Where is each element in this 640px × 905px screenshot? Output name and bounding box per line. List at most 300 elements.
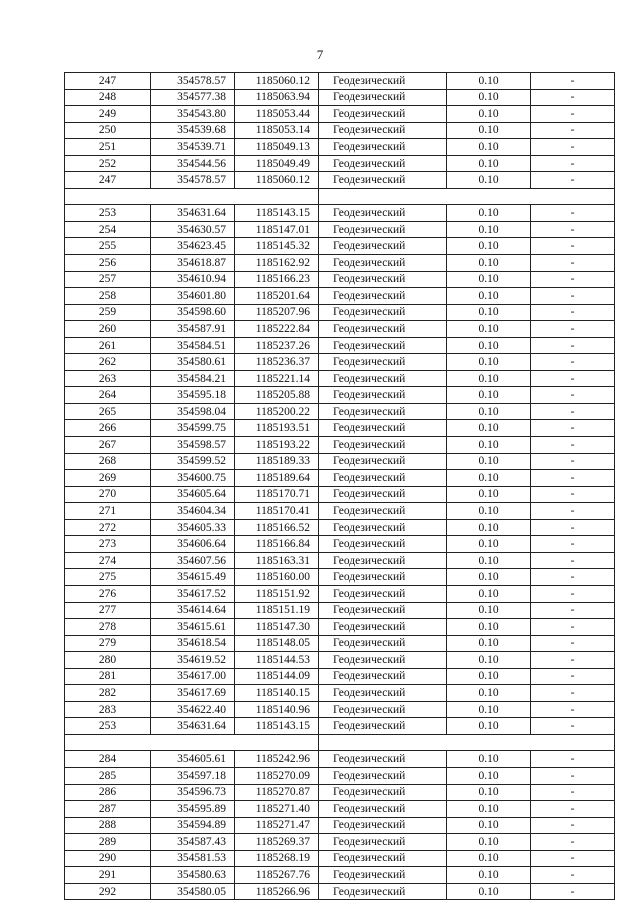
y-coordinate-cell: 1185148.05: [235, 635, 319, 652]
separator-cell: [151, 188, 319, 205]
note-cell: -: [531, 172, 615, 189]
accuracy-cell: 0.10: [447, 883, 531, 900]
note-cell: -: [531, 205, 615, 222]
accuracy-cell: 0.10: [447, 122, 531, 139]
table-row: [65, 834, 615, 851]
y-coordinate-cell: 1185193.22: [235, 437, 319, 454]
accuracy-cell: 0.10: [447, 205, 531, 222]
accuracy-cell: 0.10: [447, 470, 531, 487]
point-number-cell: 264: [65, 387, 151, 404]
accuracy-cell: 0.10: [447, 155, 531, 172]
point-number-cell: 283: [65, 701, 151, 718]
x-coordinate-cell: 354587.91: [151, 321, 235, 338]
accuracy-cell: 0.10: [447, 453, 531, 470]
accuracy-cell: 0.10: [447, 337, 531, 354]
table-row: [65, 503, 615, 520]
point-number-cell: 253: [65, 205, 151, 222]
method-cell: Геодезический: [319, 834, 447, 851]
method-cell: Геодезический: [319, 635, 447, 652]
note-cell: -: [531, 850, 615, 867]
accuracy-cell: 0.10: [447, 420, 531, 437]
point-number-cell: 270: [65, 486, 151, 503]
x-coordinate-cell: 354581.53: [151, 850, 235, 867]
method-cell: Геодезический: [319, 619, 447, 636]
accuracy-cell: 0.10: [447, 817, 531, 834]
method-cell: Геодезический: [319, 205, 447, 222]
accuracy-cell: 0.10: [447, 867, 531, 884]
accuracy-cell: 0.10: [447, 304, 531, 321]
y-coordinate-cell: 1185268.19: [235, 850, 319, 867]
accuracy-cell: 0.10: [447, 238, 531, 255]
note-cell: -: [531, 288, 615, 305]
table-row: [65, 486, 615, 503]
accuracy-cell: 0.10: [447, 619, 531, 636]
accuracy-cell: 0.10: [447, 387, 531, 404]
point-number-cell: 287: [65, 801, 151, 818]
note-cell: -: [531, 834, 615, 851]
y-coordinate-cell: 1185060.12: [235, 172, 319, 189]
table-row: [65, 337, 615, 354]
y-coordinate-cell: 1185144.53: [235, 652, 319, 669]
accuracy-cell: 0.10: [447, 354, 531, 371]
table-row: [65, 569, 615, 586]
method-cell: Геодезический: [319, 403, 447, 420]
note-cell: -: [531, 585, 615, 602]
note-cell: -: [531, 304, 615, 321]
note-cell: -: [531, 470, 615, 487]
y-coordinate-cell: 1185143.15: [235, 205, 319, 222]
x-coordinate-cell: 354580.63: [151, 867, 235, 884]
point-number-cell: 255: [65, 238, 151, 255]
method-cell: Геодезический: [319, 486, 447, 503]
point-number-cell: 249: [65, 106, 151, 123]
table-row: [65, 155, 615, 172]
x-coordinate-cell: 354618.54: [151, 635, 235, 652]
table-row: [65, 139, 615, 156]
y-coordinate-cell: 1185170.71: [235, 486, 319, 503]
point-number-cell: 256: [65, 255, 151, 272]
table-row: [65, 850, 615, 867]
note-cell: -: [531, 536, 615, 553]
separator-cell: [319, 734, 615, 751]
note-cell: -: [531, 685, 615, 702]
table-row: [65, 718, 615, 735]
note-cell: -: [531, 503, 615, 520]
table-row: [65, 817, 615, 834]
x-coordinate-cell: 354618.87: [151, 255, 235, 272]
note-cell: -: [531, 751, 615, 768]
y-coordinate-cell: 1185147.01: [235, 221, 319, 238]
method-cell: Геодезический: [319, 883, 447, 900]
accuracy-cell: 0.10: [447, 801, 531, 818]
table-row: [65, 304, 615, 321]
y-coordinate-cell: 1185166.52: [235, 519, 319, 536]
method-cell: Геодезический: [319, 585, 447, 602]
point-number-cell: 291: [65, 867, 151, 884]
note-cell: -: [531, 668, 615, 685]
method-cell: Геодезический: [319, 817, 447, 834]
y-coordinate-cell: 1185270.09: [235, 767, 319, 784]
method-cell: Геодезический: [319, 255, 447, 272]
table-row: [65, 536, 615, 553]
x-coordinate-cell: 354605.64: [151, 486, 235, 503]
y-coordinate-cell: 1185053.44: [235, 106, 319, 123]
note-cell: -: [531, 271, 615, 288]
point-number-cell: 286: [65, 784, 151, 801]
x-coordinate-cell: 354595.89: [151, 801, 235, 818]
accuracy-cell: 0.10: [447, 850, 531, 867]
accuracy-cell: 0.10: [447, 271, 531, 288]
accuracy-cell: 0.10: [447, 106, 531, 123]
y-coordinate-cell: 1185166.84: [235, 536, 319, 553]
method-cell: Геодезический: [319, 238, 447, 255]
method-cell: Геодезический: [319, 784, 447, 801]
point-number-cell: 268: [65, 453, 151, 470]
accuracy-cell: 0.10: [447, 172, 531, 189]
method-cell: Геодезический: [319, 867, 447, 884]
y-coordinate-cell: 1185237.26: [235, 337, 319, 354]
x-coordinate-cell: 354619.52: [151, 652, 235, 669]
x-coordinate-cell: 354543.80: [151, 106, 235, 123]
table-row: [65, 354, 615, 371]
method-cell: Геодезический: [319, 652, 447, 669]
x-coordinate-cell: 354617.52: [151, 585, 235, 602]
accuracy-cell: 0.10: [447, 751, 531, 768]
note-cell: -: [531, 321, 615, 338]
accuracy-cell: 0.10: [447, 701, 531, 718]
note-cell: -: [531, 602, 615, 619]
note-cell: -: [531, 255, 615, 272]
accuracy-cell: 0.10: [447, 602, 531, 619]
y-coordinate-cell: 1185267.76: [235, 867, 319, 884]
note-cell: -: [531, 337, 615, 354]
y-coordinate-cell: 1185160.00: [235, 569, 319, 586]
x-coordinate-cell: 354599.75: [151, 420, 235, 437]
point-number-cell: 277: [65, 602, 151, 619]
point-number-cell: 251: [65, 139, 151, 156]
x-coordinate-cell: 354597.18: [151, 767, 235, 784]
method-cell: Геодезический: [319, 221, 447, 238]
note-cell: -: [531, 486, 615, 503]
method-cell: Геодезический: [319, 503, 447, 520]
table-row: [65, 552, 615, 569]
method-cell: Геодезический: [319, 437, 447, 454]
point-number-cell: 253: [65, 718, 151, 735]
point-number-cell: 262: [65, 354, 151, 371]
method-cell: Геодезический: [319, 569, 447, 586]
method-cell: Геодезический: [319, 89, 447, 106]
x-coordinate-cell: 354607.56: [151, 552, 235, 569]
note-cell: -: [531, 370, 615, 387]
note-cell: -: [531, 635, 615, 652]
point-number-cell: 275: [65, 569, 151, 586]
method-cell: Геодезический: [319, 685, 447, 702]
point-number-cell: 254: [65, 221, 151, 238]
y-coordinate-cell: 1185151.19: [235, 602, 319, 619]
method-cell: Геодезический: [319, 420, 447, 437]
method-cell: Геодезический: [319, 354, 447, 371]
y-coordinate-cell: 1185236.37: [235, 354, 319, 371]
y-coordinate-cell: 1185140.96: [235, 701, 319, 718]
x-coordinate-cell: 354578.57: [151, 172, 235, 189]
y-coordinate-cell: 1185063.94: [235, 89, 319, 106]
method-cell: Геодезический: [319, 552, 447, 569]
x-coordinate-cell: 354577.38: [151, 89, 235, 106]
accuracy-cell: 0.10: [447, 585, 531, 602]
y-coordinate-cell: 1185170.41: [235, 503, 319, 520]
y-coordinate-cell: 1185053.14: [235, 122, 319, 139]
point-number-cell: 274: [65, 552, 151, 569]
method-cell: Геодезический: [319, 519, 447, 536]
y-coordinate-cell: 1185140.15: [235, 685, 319, 702]
table-row: [65, 370, 615, 387]
y-coordinate-cell: 1185143.15: [235, 718, 319, 735]
x-coordinate-cell: 354600.75: [151, 470, 235, 487]
point-number-cell: 260: [65, 321, 151, 338]
method-cell: Геодезический: [319, 321, 447, 338]
point-number-cell: 292: [65, 883, 151, 900]
table-row: [65, 437, 615, 454]
accuracy-cell: 0.10: [447, 437, 531, 454]
point-number-cell: 281: [65, 668, 151, 685]
table-separator-row: [65, 734, 615, 751]
note-cell: -: [531, 519, 615, 536]
method-cell: Геодезический: [319, 470, 447, 487]
point-number-cell: 261: [65, 337, 151, 354]
point-number-cell: 282: [65, 685, 151, 702]
method-cell: Геодезический: [319, 668, 447, 685]
x-coordinate-cell: 354544.56: [151, 155, 235, 172]
x-coordinate-cell: 354615.49: [151, 569, 235, 586]
point-number-cell: 247: [65, 172, 151, 189]
note-cell: -: [531, 718, 615, 735]
method-cell: Геодезический: [319, 751, 447, 768]
method-cell: Геодезический: [319, 106, 447, 123]
y-coordinate-cell: 1185271.47: [235, 817, 319, 834]
x-coordinate-cell: 354539.68: [151, 122, 235, 139]
x-coordinate-cell: 354598.04: [151, 403, 235, 420]
x-coordinate-cell: 354578.57: [151, 73, 235, 90]
method-cell: Геодезический: [319, 155, 447, 172]
accuracy-cell: 0.10: [447, 784, 531, 801]
x-coordinate-cell: 354594.89: [151, 817, 235, 834]
table-row: [65, 172, 615, 189]
table-row: [65, 470, 615, 487]
table-row: [65, 751, 615, 768]
y-coordinate-cell: 1185162.92: [235, 255, 319, 272]
separator-cell: [65, 188, 151, 205]
x-coordinate-cell: 354623.45: [151, 238, 235, 255]
table-separator-row: [65, 188, 615, 205]
accuracy-cell: 0.10: [447, 668, 531, 685]
note-cell: -: [531, 701, 615, 718]
accuracy-cell: 0.10: [447, 519, 531, 536]
point-number-cell: 267: [65, 437, 151, 454]
x-coordinate-cell: 354601.80: [151, 288, 235, 305]
y-coordinate-cell: 1185271.40: [235, 801, 319, 818]
y-coordinate-cell: 1185200.22: [235, 403, 319, 420]
method-cell: Геодезический: [319, 536, 447, 553]
table-row: [65, 784, 615, 801]
point-number-cell: 285: [65, 767, 151, 784]
accuracy-cell: 0.10: [447, 652, 531, 669]
table-row: [65, 619, 615, 636]
accuracy-cell: 0.10: [447, 139, 531, 156]
accuracy-cell: 0.10: [447, 486, 531, 503]
accuracy-cell: 0.10: [447, 834, 531, 851]
y-coordinate-cell: 1185221.14: [235, 370, 319, 387]
point-number-cell: 265: [65, 403, 151, 420]
table-row: [65, 238, 615, 255]
x-coordinate-cell: 354580.05: [151, 883, 235, 900]
x-coordinate-cell: 354539.71: [151, 139, 235, 156]
table-row: [65, 205, 615, 222]
y-coordinate-cell: 1185144.09: [235, 668, 319, 685]
point-number-cell: 259: [65, 304, 151, 321]
method-cell: Геодезический: [319, 767, 447, 784]
table-row: [65, 73, 615, 90]
note-cell: -: [531, 801, 615, 818]
x-coordinate-cell: 354580.61: [151, 354, 235, 371]
note-cell: -: [531, 155, 615, 172]
x-coordinate-cell: 354598.60: [151, 304, 235, 321]
y-coordinate-cell: 1185207.96: [235, 304, 319, 321]
table-row: [65, 255, 615, 272]
point-number-cell: 272: [65, 519, 151, 536]
note-cell: -: [531, 767, 615, 784]
separator-cell: [319, 188, 615, 205]
method-cell: Геодезический: [319, 701, 447, 718]
note-cell: -: [531, 784, 615, 801]
note-cell: -: [531, 139, 615, 156]
y-coordinate-cell: 1185049.13: [235, 139, 319, 156]
x-coordinate-cell: 354584.21: [151, 370, 235, 387]
table-row: [65, 387, 615, 404]
accuracy-cell: 0.10: [447, 635, 531, 652]
point-number-cell: 290: [65, 850, 151, 867]
note-cell: -: [531, 387, 615, 404]
point-number-cell: 257: [65, 271, 151, 288]
accuracy-cell: 0.10: [447, 255, 531, 272]
y-coordinate-cell: 1185189.33: [235, 453, 319, 470]
note-cell: -: [531, 403, 615, 420]
x-coordinate-cell: 354605.61: [151, 751, 235, 768]
point-number-cell: 276: [65, 585, 151, 602]
table-row: [65, 288, 615, 305]
point-number-cell: 288: [65, 817, 151, 834]
accuracy-cell: 0.10: [447, 221, 531, 238]
x-coordinate-cell: 354615.61: [151, 619, 235, 636]
y-coordinate-cell: 1185145.32: [235, 238, 319, 255]
accuracy-cell: 0.10: [447, 767, 531, 784]
x-coordinate-cell: 354604.34: [151, 503, 235, 520]
accuracy-cell: 0.10: [447, 288, 531, 305]
point-number-cell: 247: [65, 73, 151, 90]
method-cell: Геодезический: [319, 801, 447, 818]
point-number-cell: 252: [65, 155, 151, 172]
point-number-cell: 250: [65, 122, 151, 139]
x-coordinate-cell: 354596.73: [151, 784, 235, 801]
point-number-cell: 248: [65, 89, 151, 106]
table-row: [65, 668, 615, 685]
note-cell: -: [531, 354, 615, 371]
x-coordinate-cell: 354622.40: [151, 701, 235, 718]
table-row: [65, 221, 615, 238]
point-number-cell: 273: [65, 536, 151, 553]
x-coordinate-cell: 354610.94: [151, 271, 235, 288]
note-cell: -: [531, 89, 615, 106]
y-coordinate-cell: 1185166.23: [235, 271, 319, 288]
accuracy-cell: 0.10: [447, 503, 531, 520]
page-number: 7: [316, 47, 324, 62]
x-coordinate-cell: 354631.64: [151, 205, 235, 222]
method-cell: Геодезический: [319, 370, 447, 387]
accuracy-cell: 0.10: [447, 685, 531, 702]
accuracy-cell: 0.10: [447, 403, 531, 420]
table-row: [65, 635, 615, 652]
table-row: [65, 685, 615, 702]
point-number-cell: 263: [65, 370, 151, 387]
accuracy-cell: 0.10: [447, 718, 531, 735]
method-cell: Геодезический: [319, 271, 447, 288]
accuracy-cell: 0.10: [447, 73, 531, 90]
table-row: [65, 701, 615, 718]
note-cell: -: [531, 569, 615, 586]
accuracy-cell: 0.10: [447, 370, 531, 387]
accuracy-cell: 0.10: [447, 552, 531, 569]
note-cell: -: [531, 453, 615, 470]
point-number-cell: 280: [65, 652, 151, 669]
note-cell: -: [531, 122, 615, 139]
x-coordinate-cell: 354598.57: [151, 437, 235, 454]
y-coordinate-cell: 1185147.30: [235, 619, 319, 636]
table-row: [65, 867, 615, 884]
x-coordinate-cell: 354584.51: [151, 337, 235, 354]
y-coordinate-cell: 1185201.64: [235, 288, 319, 305]
note-cell: -: [531, 867, 615, 884]
x-coordinate-cell: 354630.57: [151, 221, 235, 238]
point-number-cell: 279: [65, 635, 151, 652]
point-number-cell: 284: [65, 751, 151, 768]
method-cell: Геодезический: [319, 122, 447, 139]
table-row: [65, 453, 615, 470]
method-cell: Геодезический: [319, 172, 447, 189]
method-cell: Геодезический: [319, 304, 447, 321]
method-cell: Геодезический: [319, 453, 447, 470]
x-coordinate-cell: 354614.64: [151, 602, 235, 619]
point-number-cell: 289: [65, 834, 151, 851]
note-cell: -: [531, 883, 615, 900]
point-number-cell: 266: [65, 420, 151, 437]
point-number-cell: 278: [65, 619, 151, 636]
x-coordinate-cell: 354599.52: [151, 453, 235, 470]
y-coordinate-cell: 1185151.92: [235, 585, 319, 602]
note-cell: -: [531, 420, 615, 437]
y-coordinate-cell: 1185266.96: [235, 883, 319, 900]
table-row: [65, 271, 615, 288]
table-row: [65, 403, 615, 420]
note-cell: -: [531, 238, 615, 255]
method-cell: Геодезический: [319, 602, 447, 619]
method-cell: Геодезический: [319, 337, 447, 354]
point-number-cell: 269: [65, 470, 151, 487]
method-cell: Геодезический: [319, 718, 447, 735]
y-coordinate-cell: 1185060.12: [235, 73, 319, 90]
coordinates-table-body: [65, 73, 615, 900]
y-coordinate-cell: 1185163.31: [235, 552, 319, 569]
x-coordinate-cell: 354605.33: [151, 519, 235, 536]
method-cell: Геодезический: [319, 73, 447, 90]
